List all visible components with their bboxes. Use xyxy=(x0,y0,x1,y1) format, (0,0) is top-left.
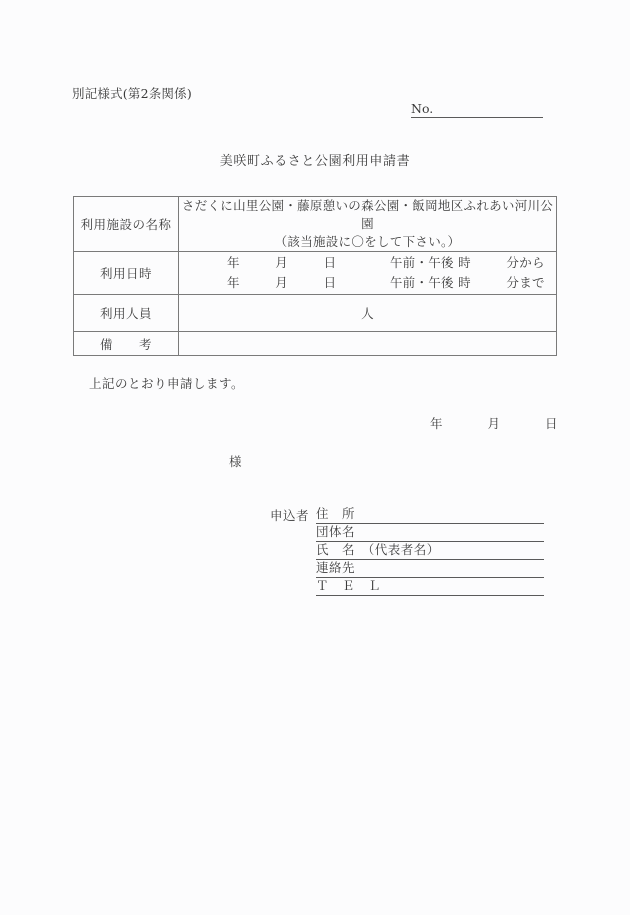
table-row-datetime xyxy=(74,252,557,295)
end-minute-unit: 分まで xyxy=(506,275,545,291)
facility-instruction: （該当施設に〇をして下さい。） xyxy=(274,234,461,250)
submission-day-unit: 日 xyxy=(544,416,558,431)
facility-options: さだくに山里公園・藤原憩いの森公園・飯岡地区ふれあい河川公園 xyxy=(181,198,554,232)
applicant-telephone-field[interactable]: Ｔ Ｅ Ｌ xyxy=(316,578,544,596)
addressee-honorific: 様 xyxy=(229,454,243,469)
applicant-row-contact xyxy=(270,560,544,578)
row-value-remarks[interactable] xyxy=(179,332,557,356)
start-month-unit: 月 xyxy=(275,255,289,271)
applicant-name-field[interactable]: 氏 名 （代表者名） xyxy=(316,542,544,560)
end-day-unit: 日 xyxy=(323,275,337,291)
datetime-start-line xyxy=(179,253,556,273)
start-minute-unit: 分から xyxy=(506,255,545,271)
page-title: 美咲町ふるさと公園利用申請書 xyxy=(219,154,411,169)
form-code-label: 別記様式(第2条関係) xyxy=(72,86,192,101)
end-month-unit: 月 xyxy=(275,275,289,291)
start-ampm-choice[interactable]: 午前・午後 xyxy=(389,255,454,271)
document-number-field[interactable]: No. xyxy=(411,101,543,118)
row-label-facility: 利用施設の名称 xyxy=(74,197,179,252)
row-value-facility[interactable] xyxy=(179,197,557,252)
applicant-row-address xyxy=(270,506,544,524)
datetime-end-line xyxy=(179,273,556,293)
start-day-unit: 日 xyxy=(323,255,337,271)
applicant-contact-field[interactable]: 連絡先 xyxy=(316,560,544,578)
declaration-text: 上記のとおり申請します。 xyxy=(89,376,245,391)
applicant-address-field[interactable]: 住 所 xyxy=(316,506,544,524)
applicant-organization-field[interactable]: 団体名 xyxy=(316,524,544,542)
end-hour-unit: 時 xyxy=(458,275,471,291)
table-row-people xyxy=(74,295,557,332)
start-year-unit: 年 xyxy=(227,255,240,271)
submission-date-line[interactable] xyxy=(430,414,558,432)
row-label-datetime: 利用日時 xyxy=(74,252,179,295)
table-row-remarks xyxy=(74,332,557,356)
row-label-people: 利用人員 xyxy=(74,295,179,332)
applicant-section-label: 申込者 xyxy=(270,508,310,523)
application-table xyxy=(73,196,557,356)
applicant-row-telephone xyxy=(270,578,544,596)
submission-month-unit: 月 xyxy=(487,416,501,431)
row-value-people[interactable] xyxy=(179,295,557,332)
end-ampm-choice[interactable]: 午前・午後 xyxy=(389,275,454,291)
row-value-datetime[interactable] xyxy=(179,252,557,295)
table-row-facility xyxy=(74,197,557,252)
end-year-unit: 年 xyxy=(227,275,240,291)
applicant-row-organization xyxy=(270,524,544,542)
submission-year-unit: 年 xyxy=(430,416,444,431)
start-hour-unit: 時 xyxy=(458,255,471,271)
people-count-unit: 人 xyxy=(361,306,374,322)
row-label-remarks: 備 考 xyxy=(74,332,179,356)
applicant-section xyxy=(270,506,544,596)
applicant-row-name xyxy=(270,542,544,560)
